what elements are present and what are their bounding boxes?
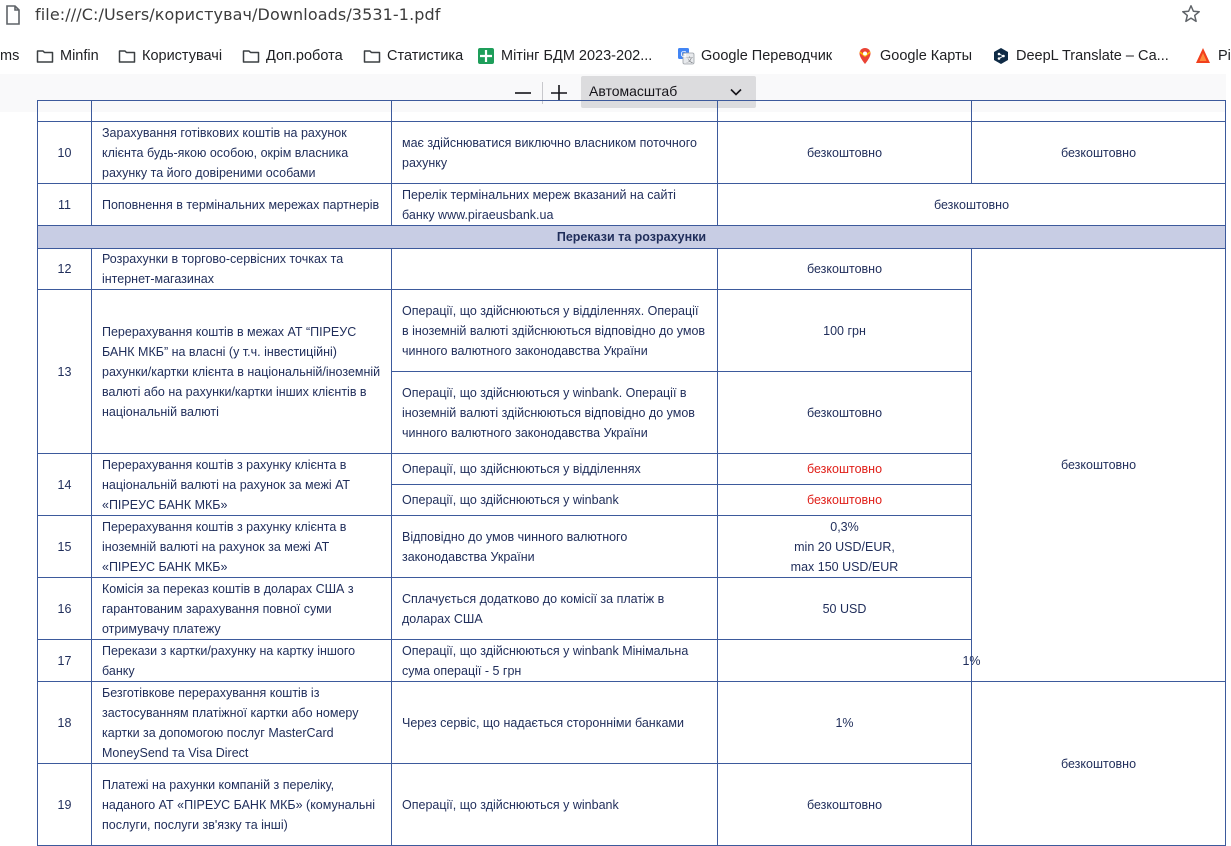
row-number: 12: [38, 249, 92, 290]
fee-cell: 100 грн: [718, 290, 972, 372]
fee-cell: [718, 516, 972, 578]
condition-cell: Перелік термінальних мереж вказаний на сайті банку www.piraeusbank.ua: [392, 184, 718, 226]
url-text[interactable]: file:///C:/Users/користувач/Downloads/3531-1.pdf: [35, 5, 441, 24]
table-row: [38, 122, 1226, 184]
svg-text:G: G: [680, 50, 687, 59]
fee-cell: безкоштовно: [718, 372, 972, 454]
bookmark-label: Користувачі: [142, 48, 223, 64]
fee-line: min 20 USD/EUR,: [794, 539, 895, 554]
sheets-icon: [477, 47, 495, 65]
document-icon: [4, 4, 22, 26]
row-number: 13: [38, 290, 92, 454]
section-header-row: [38, 226, 1226, 249]
bookmark-label: Google Карты: [880, 48, 973, 64]
service-cell: Розрахунки в торгово-сервісних точках та інтернет-магазинах: [92, 249, 392, 290]
pdf-page-view[interactable]: [0, 112, 1226, 842]
table-row: [38, 249, 1226, 290]
condition-cell: Операції, що здійснюються у winbank Мінімальна сума операції - 5 грн: [392, 640, 718, 682]
bookmark-pi[interactable]: [1194, 45, 1231, 67]
bookmark-label: ms: [0, 48, 20, 64]
bookmark-meeting-sheet[interactable]: [477, 45, 652, 67]
table-row: [38, 682, 1226, 764]
bookmark-label: Статистика: [387, 48, 464, 64]
section-title: Перекази та розрахунки: [38, 226, 1226, 249]
table-row: [38, 101, 1226, 122]
condition-cell: Операції, що здійснюються у відділеннях: [392, 454, 718, 485]
service-cell: Безготівкове перерахування коштів із застосуванням платіжної картки або номеру картки за допомогою послуг MasterCard MoneySend та Visa Direct: [92, 682, 392, 764]
row-number: 19: [38, 764, 92, 846]
bookmark-label: Minfin: [60, 48, 99, 64]
bookmark-star-icon[interactable]: [1180, 3, 1202, 25]
address-bar: [0, 0, 1226, 34]
condition-cell: Відповідно до умов чинного валютного законодавства України: [392, 516, 718, 578]
row-number: 15: [38, 516, 92, 578]
row-number: 10: [38, 122, 92, 184]
condition-cell: [392, 249, 718, 290]
condition-cell: Операції, що здійснюються у winbank. Операції в іноземній валюті здійснюються відповідно до умов чинного валютного законодавства України: [392, 372, 718, 454]
bookmark-ms[interactable]: [0, 45, 19, 67]
bookmark-deepl[interactable]: [992, 45, 1169, 67]
row-number: 14: [38, 454, 92, 516]
fees-table: [37, 100, 1226, 846]
zoom-select-value: Автомасштаб: [589, 83, 678, 99]
condition-cell: Операції, що здійснюються у winbank: [392, 485, 718, 516]
deepl-icon: [992, 47, 1010, 65]
maps-pin-icon: [856, 47, 874, 65]
pdf-icon: [1194, 47, 1212, 65]
fee-cell: 1%: [718, 640, 1226, 682]
folder-icon: [363, 47, 381, 65]
condition-cell: Операції, що здійснюються у winbank: [392, 764, 718, 846]
fee-line: 0,3%: [830, 519, 859, 534]
folder-icon: [36, 47, 54, 65]
condition-cell: Операції, що здійснюються у відділеннях. Операції в іноземній валюті здійснюються відповідно до умов чинного валютного законодавства України: [392, 290, 718, 372]
service-cell: Комісія за переказ коштів в доларах США з гарантованим зарахування повної суми отримувачу платежу: [92, 578, 392, 640]
bookmark-folder-extra-work[interactable]: [242, 45, 343, 67]
fee-cell: безкоштовно: [972, 122, 1226, 184]
bookmark-folder-minfin[interactable]: [36, 45, 99, 67]
service-cell: Зарахування готівкових коштів на рахунок клієнта будь-якою особою, окрім власника рахунку та його довіреними особами: [92, 122, 392, 184]
bookmark-google-maps[interactable]: [856, 45, 972, 67]
condition-cell: має здійснюватися виключно власником поточного рахунку: [392, 122, 718, 184]
service-cell: Перекази з картки/рахунку на картку іншого банку: [92, 640, 392, 682]
fee-cell: безкоштовно: [718, 454, 972, 485]
table-row: [38, 184, 1226, 226]
service-cell: Перерахування коштів з рахунку клієнта в національній валюті на рахунок за межі АТ «ПІРЕУС БАНК МКБ»: [92, 454, 392, 516]
fee-cell: безкоштовно: [718, 184, 1226, 226]
bookmark-folder-statistics[interactable]: [363, 45, 463, 67]
row-number: 11: [38, 184, 92, 226]
fee-line: max 150 USD/EUR: [790, 559, 899, 574]
fee-cell: безкоштовно: [718, 485, 972, 516]
svg-text:文: 文: [686, 56, 693, 64]
bookmark-label: DeepL Translate – Са...: [1016, 48, 1169, 64]
condition-cell: Сплачується додатково до комісії за платіж в доларах США: [392, 578, 718, 640]
fee-cell: безкоштовно: [972, 249, 1226, 682]
bookmark-google-translate[interactable]: [677, 45, 832, 67]
translate-icon: [677, 47, 695, 65]
folder-icon: [242, 47, 260, 65]
row-number: 16: [38, 578, 92, 640]
folder-icon: [118, 47, 136, 65]
bookmark-label: Google Переводчик: [701, 48, 833, 64]
bookmark-folder-users[interactable]: [118, 45, 222, 67]
condition-cell: Через сервіс, що надається сторонніми банками: [392, 682, 718, 764]
fee-cell: 1%: [718, 682, 972, 764]
row-number: 17: [38, 640, 92, 682]
table-row: [38, 640, 1226, 682]
fee-cell: безкоштовно: [718, 122, 972, 184]
service-cell: Перерахування коштів в межах АТ “ПІРЕУС БАНК МКБ” на власні (у т.ч. інвестиційні) рахунки/картки клієнта в національній/іноземній валюті або на рахунки/картки інших клієнтів в національній валюті: [92, 290, 392, 454]
fee-cell: безкоштовно: [718, 249, 972, 290]
bookmark-label: Мітінг БДМ 2023-202...: [501, 48, 653, 64]
fee-cell: 50 USD: [718, 578, 972, 640]
service-cell: Платежі на рахунки компаній з переліку, наданого АТ «ПІРЕУС БАНК МКБ» (комунальні послуги, послуги зв'язку та інші): [92, 764, 392, 846]
chevron-down-icon: [729, 85, 743, 99]
service-cell: Перерахування коштів з рахунку клієнта в іноземній валюті на рахунок за межі АТ «ПІРЕУС БАНК МКБ»: [92, 516, 392, 578]
bookmark-label: Доп.робота: [266, 48, 343, 64]
fee-cell: безкоштовно: [972, 682, 1226, 846]
row-number: 18: [38, 682, 92, 764]
bookmarks-bar: [0, 38, 1231, 75]
bookmark-label: Pi: [1218, 48, 1231, 64]
fee-cell: безкоштовно: [718, 764, 972, 846]
service-cell: Поповнення в термінальних мережах партнерів: [92, 184, 392, 226]
